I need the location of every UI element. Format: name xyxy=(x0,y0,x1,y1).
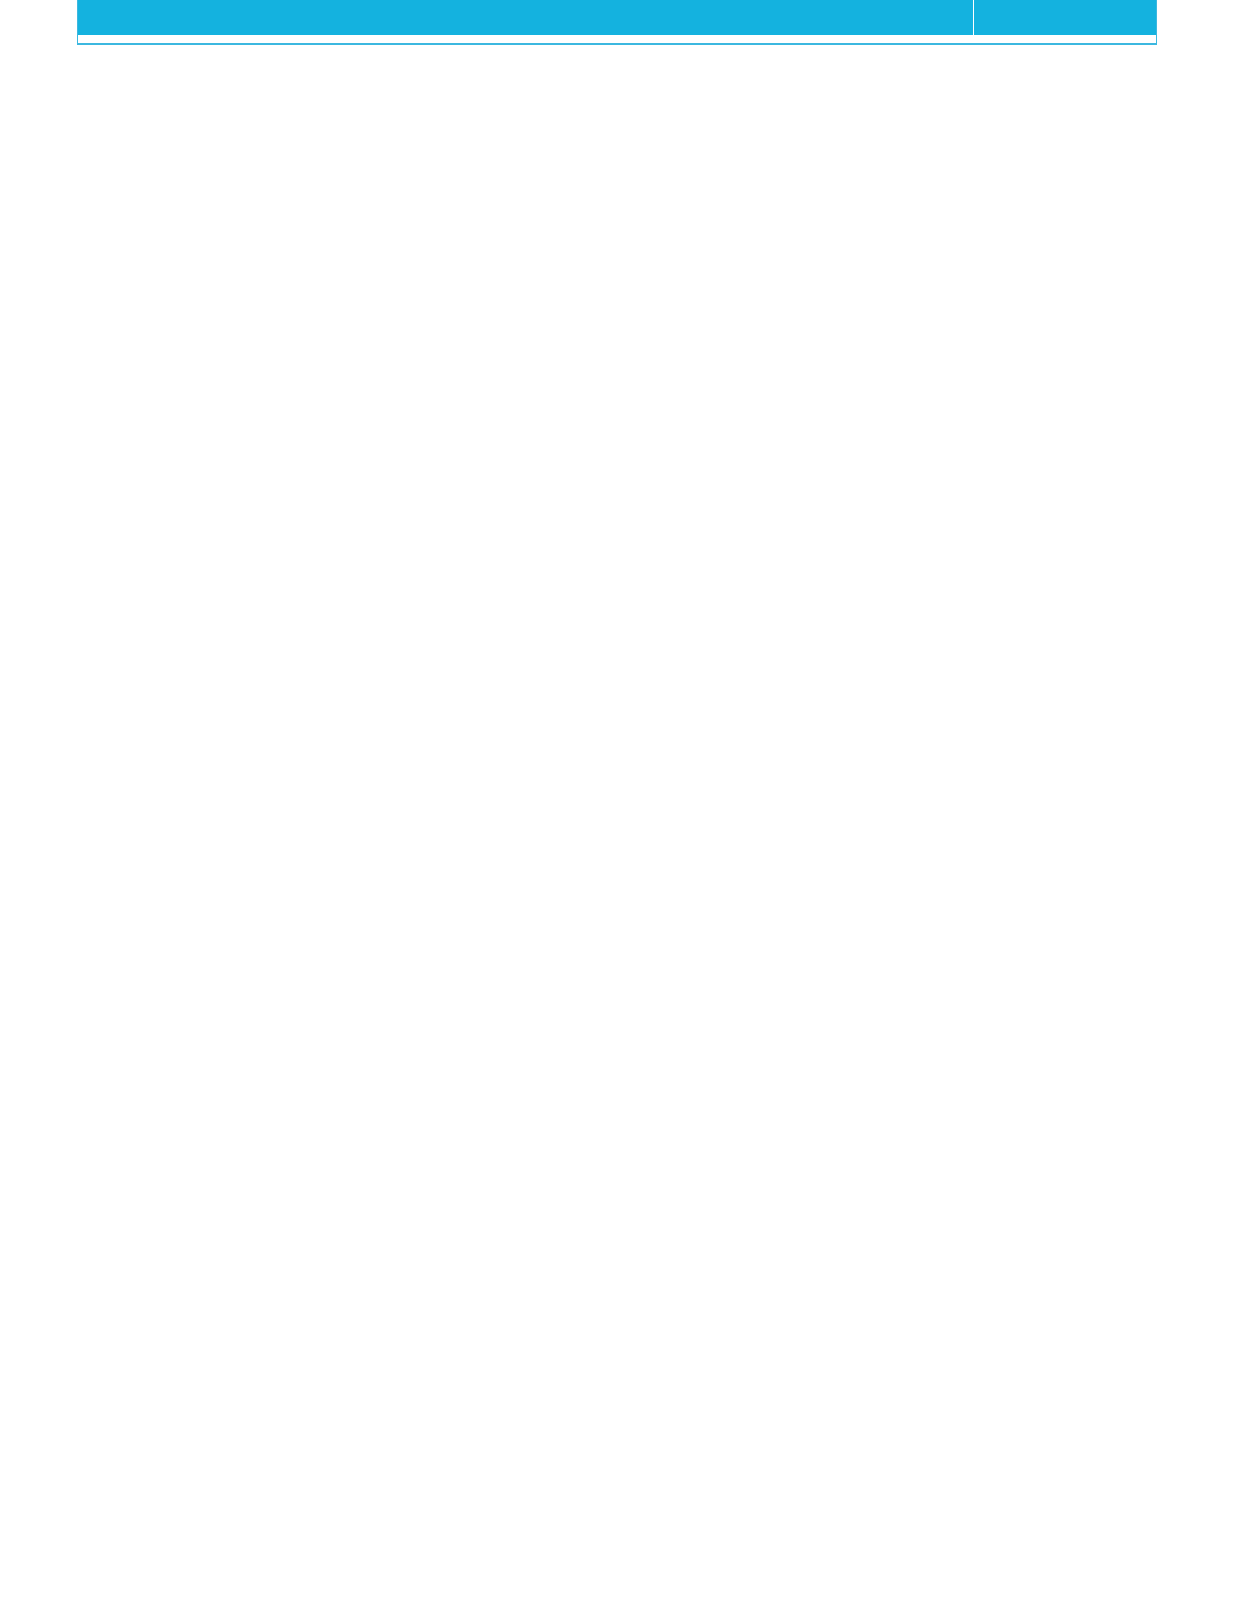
plans-comparison-table xyxy=(77,0,1157,45)
coverage-footer-divider xyxy=(78,35,1156,45)
coverage-details-table xyxy=(77,0,1157,45)
coverage-value-header xyxy=(974,0,1156,35)
coverage-title xyxy=(78,0,974,35)
coverage-header xyxy=(78,0,1156,35)
